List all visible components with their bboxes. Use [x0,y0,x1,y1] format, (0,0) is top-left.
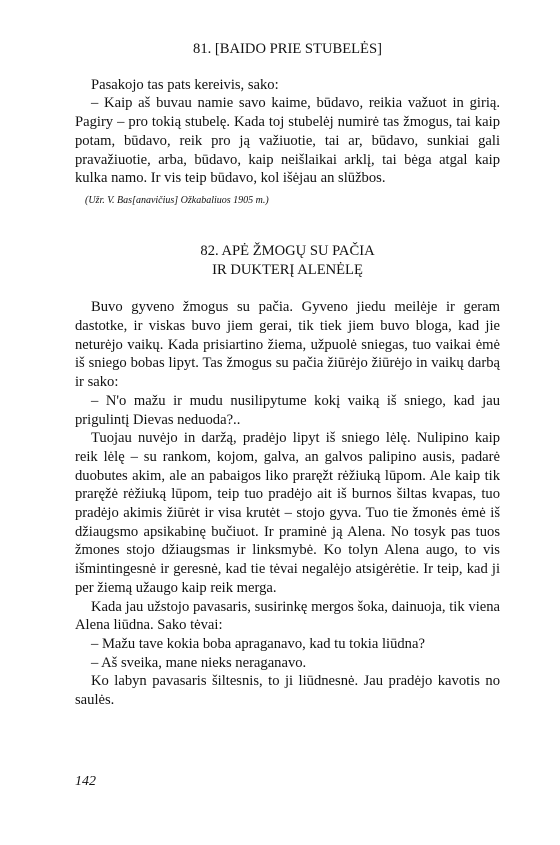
story-82-paragraph: Tuojau nuvėjo in daržą, pradėjo lipyt iš sniego lėlę. Nulipino kaip reik lėlę – su rankom, kojom, galva, an galvos palipino ausis, padarė duobutes akim, ale an pabaigos liko praręžt rėžiuką lūpom. Ale kaip tik praręžė rėžiuką lūpom, teip tuo pradėjo ait iš burnos šiltas kvapas, tuo pradėjo akimis žiūrėt ir visa krutėt – stojo gyva. Tuo tie žmonės ėmė iš džiaugsmo apsikabinę bučiuot. Ir praminė ją Alena. No tosyk pas tuos žmones stojo džiaugsmas ir linksmybė. Ko tolyn Alena augo, to vis išmintingesnė ir geresnė, kad tie tėvai negalėjo atsigėrėtie. Ir teip, kad ji per žiemą užaugo kaip reik merga. [75,430,500,596]
story-82-title-line: IR DUKTERĮ ALENĖLĘ [212,261,363,278]
story-82-paragraph: Ko labyn pavasaris šiltesnis, to ji liūdnesnė. Jau pradėjo kavotis no saulės. [75,673,500,709]
story-82-paragraph: – N'o mažu ir mudu nusilipytume kokį vaiką iš sniego, kad jau prigulintį Dievas neduoda?.. [75,392,500,428]
story-81-source-note: (Užr. V. Bas[anavičius] Ožkabaliuos 1905 m.) [85,194,269,206]
story-82-title-line: 82. APĖ ŽMOGŲ SU PAČIA [200,242,375,259]
story-82-paragraph: Kada jau užstojo pavasaris, susirinkę mergos šoka, dainuoja, tik viena Alena liūdna. Sako tėvai: [75,598,500,634]
story-82-paragraph: – Mažu tave kokia boba apraganavo, kad tu tokia liūdna? [91,635,425,652]
story-81-paragraph: Pasakojo tas pats kereivis, sako: [91,76,279,93]
story-81-paragraph: – Kaip aš buvau namie savo kaime, būdavo, reikia važuot in girią. Pagiry – pro tokią stubelę. Kada toj stubelėj numirė tas žmogus, tai kaip potam, būdavo, reik pro ją važiuotie, tai ar, būdavo, sunkiai gali pravažiuotie, arba, būdavo, kaip neišlaikai arklį, tai bėga atgal kaip kulka namo. Ir vis teip būdavo, kol išėjau an slūžbos. [75,95,500,187]
book-page [75,40,500,710]
story-82-paragraph: – Aš sveika, mane nieks neraganavo. [91,654,307,671]
story-81-title: 81. [BAIDO PRIE STUBELĖS] [193,41,382,57]
story-82-paragraph: Buvo gyveno žmogus su pačia. Gyveno jiedu meilėje ir geram dastotke, ir viskas buvo jiem gerai, tik tiek jiem buvo bloga, kad jie neturėjo vaikų. Kada prisiartino žiema, užpuolė sniegas, tuo vaikai ėmė iš sniego bobas lipyt. Tas žmogus su pačia žiūrėjo žiūrėjo in vaikų darbą ir sako: [75,299,500,391]
page-number: 142 [75,774,96,789]
story-82-title [75,242,500,279]
